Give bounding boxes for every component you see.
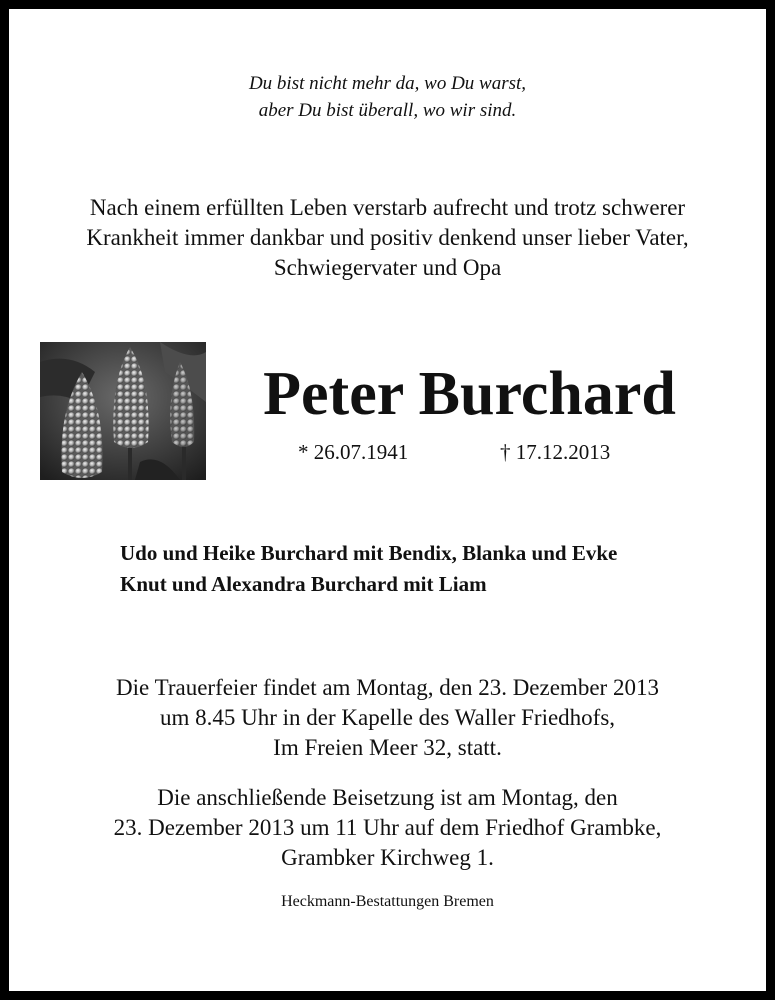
undertaker-name: Heckmann-Bestattungen Bremen: [281, 893, 494, 910]
deceased-name: Peter Burchard: [263, 360, 676, 428]
intro-line: Nach einem erfüllten Leben verstarb aufrecht und trotz schwerer: [89, 195, 686, 220]
birth-date: * 26.07.1941: [298, 440, 409, 464]
burial-line: Die anschließende Beisetzung ist am Montag, den: [157, 785, 618, 810]
ceremony-line: Die Trauerfeier findet am Montag, den 23. Dezember 2013: [116, 675, 659, 700]
motto-line: aber Du bist überall, wo wir sind.: [258, 100, 517, 121]
ceremony-line: Im Freien Meer 32, statt.: [273, 735, 502, 760]
burial-line: 23. Dezember 2013 um 11 Uhr auf dem Friedhof Grambke,: [113, 815, 662, 840]
hyacinth-photo: [40, 342, 206, 480]
mourner-line: Udo und Heike Burchard mit Bendix, Blanka und Evke: [120, 541, 618, 565]
motto: [0, 70, 775, 124]
mourners-list: [120, 538, 617, 600]
burial-info: [0, 783, 775, 873]
intro-line: Schwiegervater und Opa: [273, 255, 502, 280]
motto-line: Du bist nicht mehr da, wo Du warst,: [248, 73, 527, 94]
intro-line: Krankheit immer dankbar und positiv denkend unser lieber Vater,: [86, 225, 689, 250]
hyacinth-image: [40, 342, 206, 480]
burial-line: Grambker Kirchweg 1.: [281, 845, 494, 870]
mourner-line: Knut und Alexandra Burchard mit Liam: [120, 572, 487, 596]
intro-text: [0, 193, 775, 283]
death-date: † 17.12.2013: [500, 440, 611, 464]
ceremony-info: [0, 673, 775, 763]
ceremony-line: um 8.45 Uhr in der Kapelle des Waller Friedhofs,: [159, 705, 616, 730]
